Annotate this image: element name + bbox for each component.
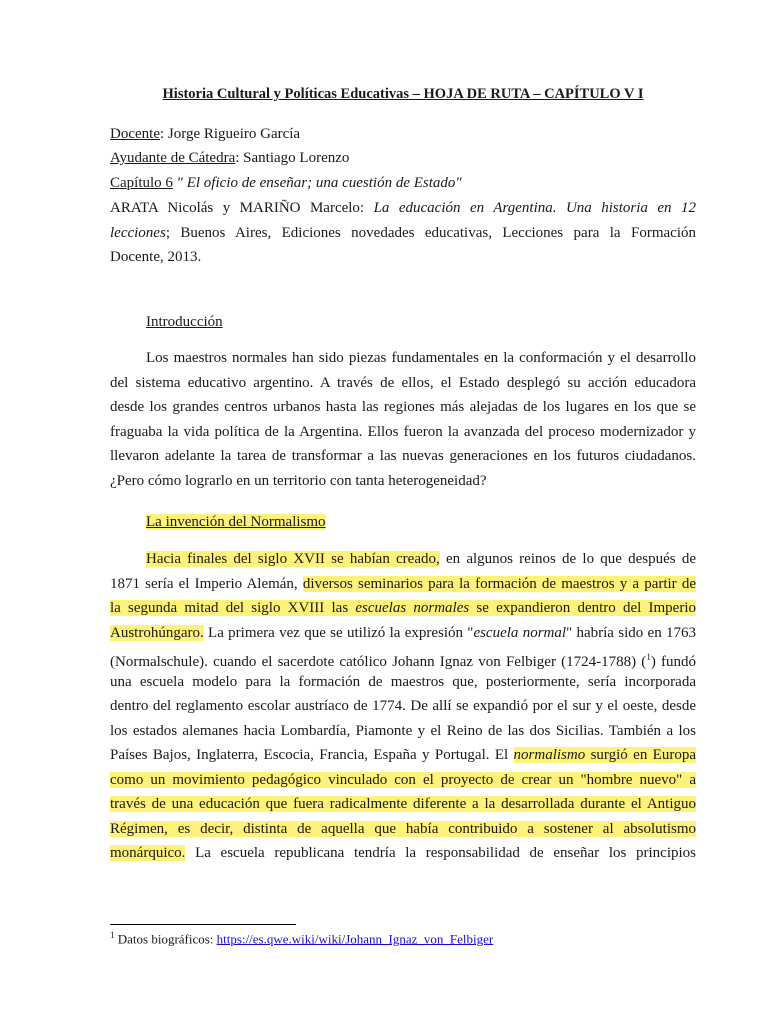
- highlighted-text: Hacia finales del siglo XVII se habían creado,: [146, 551, 440, 567]
- paragraph-line: Hacia finales del siglo XVII se habían creado, en algunos reinos de lo que después de: [146, 551, 697, 567]
- intro-line: ¿Pero cómo lograrlo en un territorio con tanta heterogeneidad?: [110, 472, 487, 489]
- paragraph-line: monárquico. La escuela republicana tendría la responsabilidad de enseñar los principios: [110, 845, 696, 861]
- highlighted-text: Austrohúngaro.: [110, 624, 204, 641]
- bibliographic-reference: [110, 196, 696, 270]
- reference-line-2: lecciones; Buenos Aires, Ediciones novedades educativas, Lecciones para la Formación: [110, 224, 696, 241]
- paragraph-line: [110, 596, 696, 621]
- paragraph-line: [110, 792, 696, 817]
- intro-line: llevaron adelante la tarea de transformar a las nuevas generaciones en los futuros ciudadanos.: [110, 448, 696, 464]
- paragraph-line: 1871 sería el Imperio Alemán, diversos seminarios para la formación de maestros y a partir de: [110, 575, 696, 592]
- footnote-number: 1: [110, 930, 115, 940]
- paragraph-line: [110, 817, 696, 842]
- footnote-marker: 1: [646, 652, 651, 662]
- capitulo-label: Capítulo: [110, 175, 166, 191]
- footnote-label: Datos biográficos:: [114, 931, 217, 947]
- paragraph-line: dentro del reglamento escolar austríaco de 1774. De allí se expandió por el sur y el oeste, desde: [110, 698, 696, 714]
- highlighted-text: monárquico.: [110, 845, 186, 861]
- intro-line: fraguaba la vida política de la Argentina. Ellos fueron la avanzada del proceso modernizador y: [110, 423, 696, 440]
- intro-heading: Introducción: [146, 314, 223, 330]
- intro-line: del sistema educativo argentino. A través de ellos, el Estado desplegó su acción educadora: [110, 374, 696, 391]
- capitulo-number: 6: [165, 175, 173, 191]
- paragraph-line: [110, 768, 696, 793]
- paragraph-line: los estados alemanes hacia Lombardía, Piamonte y el Reino de las dos Sicilias. También a los: [110, 722, 696, 739]
- highlighted-text: diversos seminarios para la formación de maestros y a partir de: [302, 575, 696, 592]
- highlighted-text: como un movimiento pedagógico vinculado con el proyecto de crear un "hombre nuevo" a: [110, 771, 696, 788]
- section-heading-normalismo: La invención del Normalismo: [146, 514, 326, 530]
- docente-line: [110, 126, 300, 143]
- reference-line-3: Docente, 2013.: [110, 249, 202, 265]
- highlighted-text: Régimen, es decir, distinta de aquella que había contribuido a sostener al absolutismo: [110, 820, 696, 837]
- intro-paragraph: [110, 346, 696, 493]
- ayudante-value: : Santiago Lorenzo: [235, 150, 350, 166]
- normalismo-paragraph: [110, 547, 696, 866]
- document-title: Historia Cultural y Políticas Educativas – HOJA DE RUTA – CAPÍTULO V I: [162, 86, 644, 102]
- paragraph-line: Países Bajos, Inglaterra, Escocia, Francia, España y Portugal. El normalismo surgió en Europa: [110, 747, 696, 763]
- ayudante-line: [110, 150, 349, 167]
- intro-line: desde los grandes centros urbanos hasta las regiones más alejadas de los lugares en los que se: [110, 399, 696, 415]
- intro-line: Los maestros normales han sido piezas fundamentales en la conformación y el desarrollo: [146, 350, 696, 366]
- reference-line-1: ARATA Nicolás y MARIÑO Marcelo: La educación en Argentina. Una historia en 12: [110, 200, 696, 216]
- capitulo-line: [110, 175, 462, 192]
- highlighted-text: normalismo surgió en Europa: [513, 747, 696, 763]
- paragraph-line: (Normalschule). cuando el sacerdote católico Johann Ignaz von Felbiger (1724-1788) ($^1$) fundó: [110, 652, 696, 670]
- footnote-link[interactable]: https://es.qwe.wiki/wiki/Johann_Ignaz_von_Felbiger: [216, 931, 494, 947]
- docente-value: : Jorge Rigueiro García: [159, 126, 301, 142]
- footnote-divider: [110, 924, 296, 925]
- paragraph-line: una escuela modelo para la formación de maestros que, posteriormente, sería incorporada: [110, 673, 696, 690]
- ayudante-label: Ayudante de Cátedra: [110, 150, 236, 166]
- paragraph-line: Austrohúngaro. La primera vez que se utilizó la expresión "escuela normal" habría sido en 1763: [110, 624, 697, 641]
- docente-label: Docente: [110, 126, 160, 142]
- capitulo-title: " El oficio de enseñar; una cuestión de Estado": [172, 175, 462, 191]
- highlighted-text: través de una educación que fuera radicalmente diferente a la desarrollada durante el Antiguo: [110, 796, 696, 812]
- highlighted-text: la segunda mitad del siglo XVIII las escuelas normales se expandieron dentro del Imperio: [110, 600, 697, 616]
- footnote: [110, 930, 493, 947]
